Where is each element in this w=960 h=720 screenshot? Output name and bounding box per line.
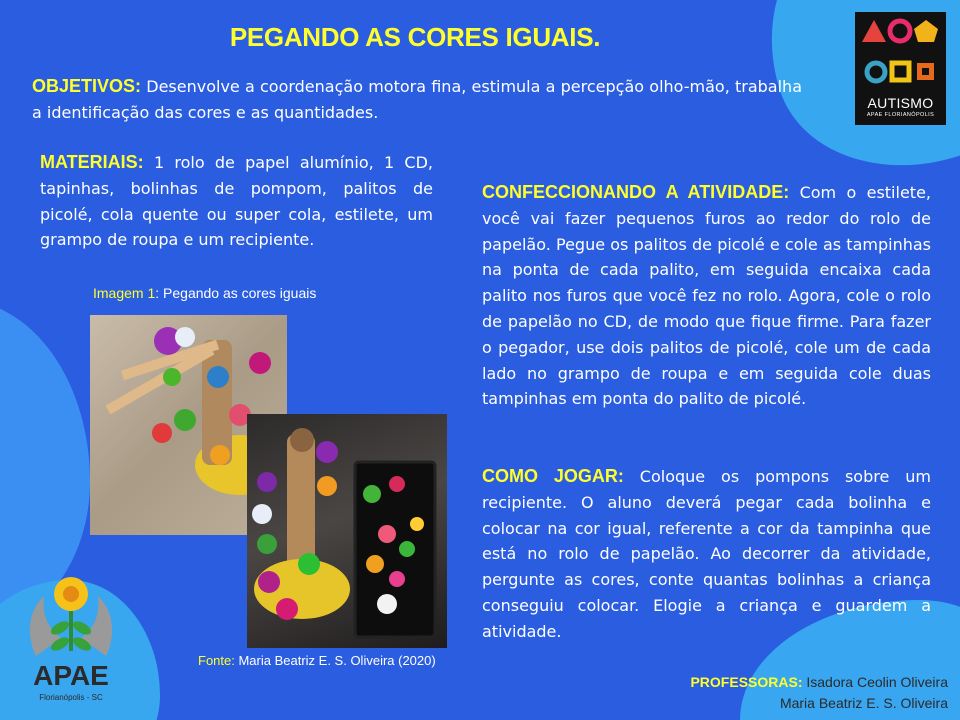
source-caption-label: Fonte:: [198, 653, 235, 668]
como-jogar-label: COMO JOGAR:: [482, 466, 624, 486]
autismo-logo-subtext: APAE FLORIANÓPOLIS: [866, 112, 935, 118]
materiais-section: [40, 150, 433, 253]
como-jogar-section: [482, 464, 931, 645]
apae-logo-subtext: Florianópolis - SC: [39, 693, 103, 702]
objetivos-label: OBJETIVOS:: [32, 76, 142, 96]
source-caption-text: Maria Beatriz E. S. Oliveira (2020): [234, 653, 436, 668]
image-caption-text: : Pegando as cores iguais: [155, 285, 317, 301]
teachers-credit: [690, 672, 948, 714]
teachers-label: PROFESSORAS:: [690, 674, 803, 690]
objetivos-text: Desenvolve a coordenação motora fina, estimula a percepção olho-mão, trabalha a identificação das cores e as quantidades.: [32, 77, 802, 122]
objetivos-section: [32, 74, 802, 126]
confeccionando-section: [482, 180, 931, 412]
autismo-logo-icon: [855, 12, 946, 92]
teacher-name-2: Maria Beatriz E. S. Oliveira: [779, 695, 948, 711]
image-caption: [93, 285, 316, 301]
teacher-name-1: Isadora Ceolin Oliveira: [806, 674, 948, 690]
materiais-label: MATERIAIS:: [40, 152, 144, 172]
apae-logo-icon: [16, 566, 126, 661]
confeccionando-text: Com o estilete, você vai fazer pequenos furos ao redor do rolo de papelão. Pegue os palitos de picolé e cole as tampinhas na ponta de cada palito, em seguida encaixa cada palito nos furos que você fez no rolo. Agora, cole o rolo de papelão no CD, de modo que fique firme. Para fazer o pegador, use dois palitos de picolé, cole um de cada lado no grampo de roupa e em seguida cole duas tampinhas em ponta do palito de picolé.: [482, 183, 931, 409]
sunflower-icon: [54, 577, 88, 611]
autismo-logo: [855, 12, 946, 125]
activity-photo-2: [247, 414, 447, 648]
confeccionando-label: CONFECCIONANDO A ATIVIDADE:: [482, 182, 790, 202]
como-jogar-text: Coloque os pompons sobre um recipiente. O aluno deverá pegar cada bolinha e colocar na cor igual, referente a cor da tampinha que está no rolo de papelão. Ao decorrer da atividade, pergunte as cores, conte quantas bolinhas a criança conseguiu colocar. Elogie a criança e guardem a atividade.: [482, 467, 931, 641]
source-caption: [198, 653, 436, 668]
image-caption-label: Imagem 1: [93, 285, 156, 301]
apae-logo-text: APAE: [33, 660, 109, 691]
materiais-text: 1 rolo de papel alumínio, 1 CD, tapinhas, bolinhas de pompom, palitos de picolé, cola quente ou super cola, estilete, um grampo de roupa e um recipiente.: [40, 153, 433, 250]
activity-photo-2-illustration: [247, 414, 447, 648]
page-title: PEGANDO AS CORES IGUAIS.: [229, 22, 601, 52]
teachers-line-1: [690, 672, 948, 693]
autismo-logo-text: AUTISMO: [867, 95, 934, 111]
apae-logo: [16, 566, 126, 706]
